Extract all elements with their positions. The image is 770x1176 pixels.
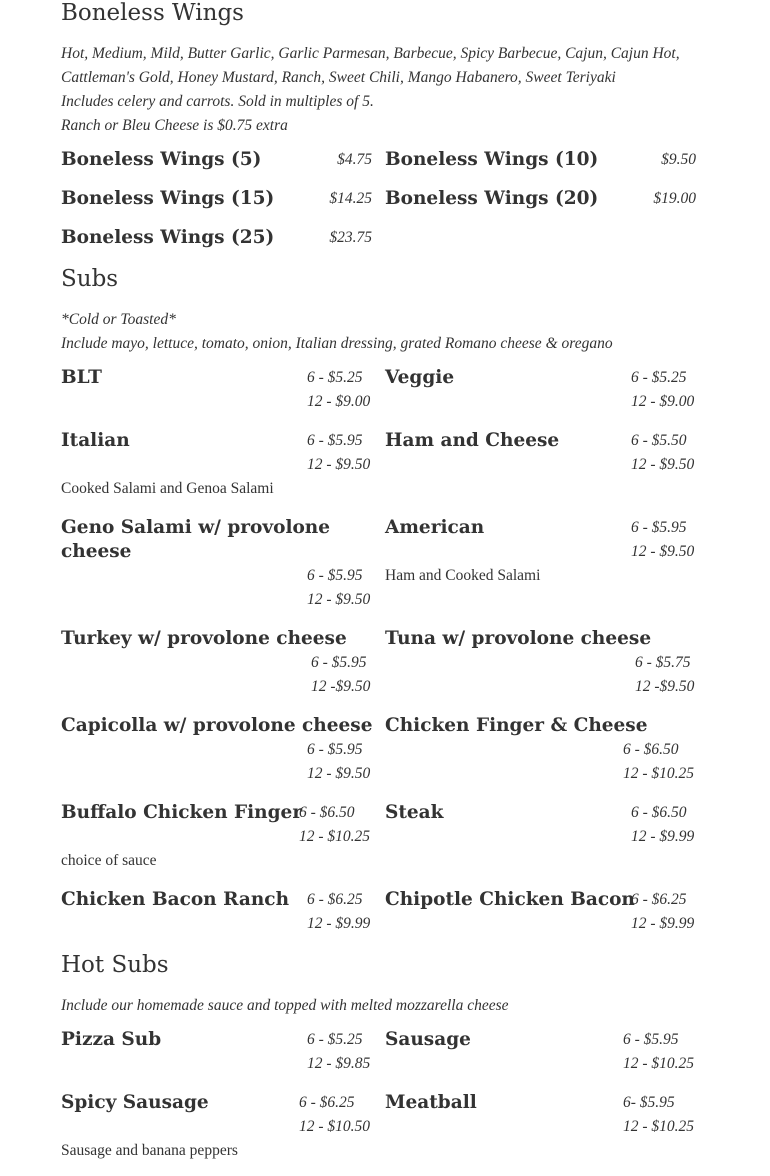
price-6-inch: 6 - $5.25 — [631, 369, 687, 386]
menu-item-name: Chicken Bacon Ranch — [61, 889, 290, 910]
price-6-inch: 6 - $5.95 — [307, 741, 363, 758]
price-12-inch: 12 - $10.25 — [623, 1055, 695, 1072]
menu-item-name: Pizza Sub — [61, 1029, 162, 1050]
menu-item-name: Boneless Wings (10) — [385, 149, 599, 170]
menu-item-name: Veggie — [385, 367, 455, 388]
price-12-inch: 12 - $9.99 — [631, 828, 695, 845]
menu-item-name: Capicolla w/ provolone cheese — [61, 715, 373, 736]
price-12-inch: 12 - $9.85 — [307, 1055, 371, 1072]
menu-item-name: Boneless Wings (25) — [61, 227, 275, 248]
hot-subs-desc: Include our homemade sauce and topped with melted mozzarella cheese — [61, 997, 509, 1014]
menu-item-note: choice of sauce — [61, 852, 157, 869]
price-12-inch: 12 - $9.50 — [631, 456, 695, 473]
price-6-inch: 6 - $5.95 — [623, 1031, 679, 1048]
price-12-inch: 12 - $9.99 — [631, 915, 695, 932]
menu-item-name: Italian — [61, 430, 130, 451]
boneless-note-1: Includes celery and carrots. Sold in multiples of 5. — [61, 93, 374, 110]
menu-item-name: Geno Salami w/ provolone cheese — [61, 517, 331, 562]
price-6-inch: 6 - $5.25 — [307, 369, 363, 386]
price-12-inch: 12 - $10.25 — [623, 765, 695, 782]
price-6-inch: 6- $5.95 — [623, 1094, 675, 1111]
price-12-inch: 12 - $9.00 — [631, 393, 695, 410]
menu-item-note: Sausage and banana peppers — [61, 1142, 238, 1159]
menu-item-name: Boneless Wings (5) — [61, 149, 262, 170]
subs-desc-1: *Cold or Toasted* — [61, 311, 176, 328]
menu-item-name: Sausage — [385, 1029, 471, 1050]
menu-item-note: Cooked Salami and Genoa Salami — [61, 480, 274, 497]
price-12-inch: 12 - $9.00 — [307, 393, 371, 410]
section-title-subs: Subs — [61, 266, 119, 292]
price-6-inch: 6 - $5.75 — [635, 654, 691, 671]
menu-item-name: Spicy Sausage — [61, 1092, 209, 1113]
price-6-inch: 6 - $6.25 — [299, 1094, 355, 1111]
flavors-line-2: Cattleman's Gold, Honey Mustard, Ranch, Sweet Chili, Mango Habanero, Sweet Teriyaki — [61, 69, 616, 86]
section-title-boneless-wings: Boneless Wings — [61, 0, 244, 26]
flavors-line-1: Hot, Medium, Mild, Butter Garlic, Garlic Parmesan, Barbecue, Spicy Barbecue, Cajun, Cajun Hot, — [61, 45, 680, 62]
menu-item-name: Buffalo Chicken Finger — [61, 802, 303, 823]
menu-item-name: Chipotle Chicken Bacon — [385, 889, 635, 910]
menu-item-name: Boneless Wings (20) — [385, 188, 599, 209]
menu-item-name: Ham and Cheese — [385, 430, 560, 451]
menu-item-name: Boneless Wings (15) — [61, 188, 275, 209]
price-6-inch: 6 - $6.25 — [631, 891, 687, 908]
menu-item-name: BLT — [61, 367, 102, 388]
menu-item-name: American — [385, 517, 485, 538]
price-6-inch: 6 - $6.25 — [307, 891, 363, 908]
price-12-inch: 12 -$9.50 — [311, 678, 371, 695]
menu-item-name: Turkey w/ provolone cheese — [61, 628, 347, 649]
menu-item-price: $14.25 — [329, 190, 372, 207]
price-6-inch: 6 - $5.25 — [307, 1031, 363, 1048]
price-12-inch: 12 - $9.50 — [307, 765, 371, 782]
price-6-inch: 6 - $6.50 — [623, 741, 679, 758]
price-6-inch: 6 - $5.95 — [631, 519, 687, 536]
price-6-inch: 6 - $6.50 — [299, 804, 355, 821]
menu-item-price: $19.00 — [653, 190, 696, 207]
price-12-inch: 12 - $9.50 — [307, 456, 371, 473]
price-12-inch: 12 - $9.50 — [631, 543, 695, 560]
menu-item-note: Ham and Cooked Salami — [385, 567, 541, 584]
price-12-inch: 12 - $9.99 — [307, 915, 371, 932]
price-12-inch: 12 -$9.50 — [635, 678, 695, 695]
price-12-inch: 12 - $9.50 — [307, 591, 371, 608]
price-6-inch: 6 - $5.95 — [307, 432, 363, 449]
price-12-inch: 12 - $10.25 — [623, 1118, 695, 1135]
menu-item-price: $9.50 — [661, 151, 696, 168]
menu-item-price: $4.75 — [337, 151, 372, 168]
price-6-inch: 6 - $5.50 — [631, 432, 687, 449]
menu-item-price: $23.75 — [329, 229, 372, 246]
menu-item-name: Tuna w/ provolone cheese — [385, 628, 652, 649]
price-12-inch: 12 - $10.25 — [299, 828, 371, 845]
boneless-note-2: Ranch or Bleu Cheese is $0.75 extra — [61, 117, 288, 134]
price-6-inch: 6 - $6.50 — [631, 804, 687, 821]
price-12-inch: 12 - $10.50 — [299, 1118, 371, 1135]
menu-item-name: Chicken Finger & Cheese — [385, 715, 648, 736]
price-6-inch: 6 - $5.95 — [307, 567, 363, 584]
menu-item-name: Steak — [385, 802, 444, 823]
price-6-inch: 6 - $5.95 — [311, 654, 367, 671]
section-title-hot-subs: Hot Subs — [61, 952, 169, 978]
subs-desc-2: Include mayo, lettuce, tomato, onion, Italian dressing, grated Romano cheese & oregano — [61, 335, 613, 352]
menu-item-name: Meatball — [385, 1092, 477, 1113]
